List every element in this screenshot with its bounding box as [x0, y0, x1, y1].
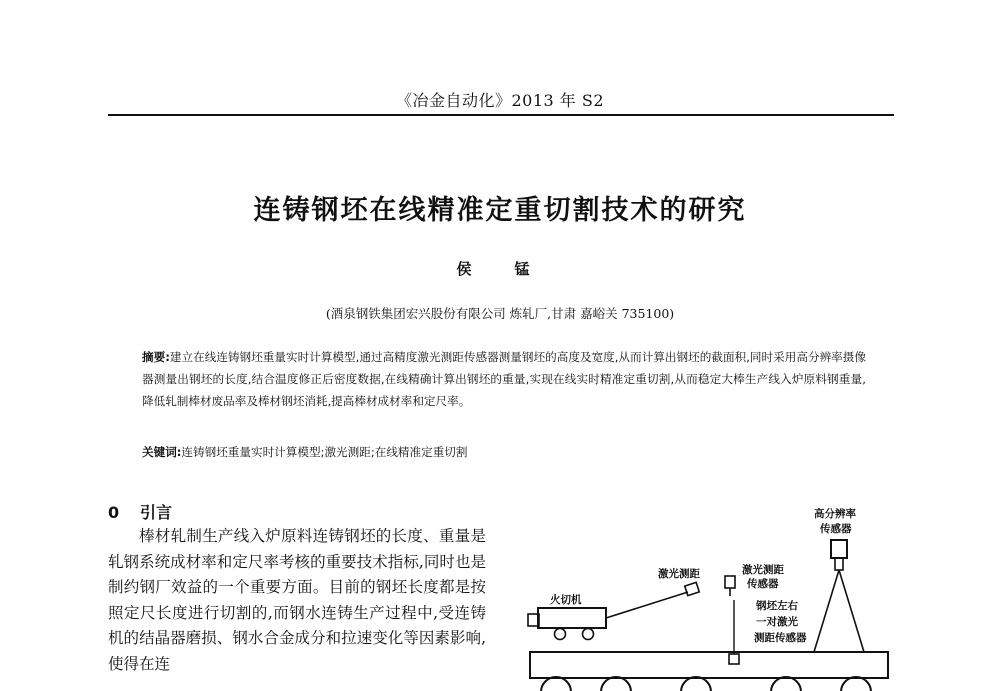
header-rule: [108, 114, 894, 116]
tripod-leg: [839, 570, 864, 652]
torch-cutter-wheel: [583, 629, 594, 640]
label-pair-sensor-2: 一对激光: [756, 616, 798, 628]
abstract-text: 建立在线连铸钢坯重量实时计算模型,通过高精度激光测距传感器测量钢坯的高度及宽度,从而计算出钢坯的截面积,同时采用高分辨率摄像器测量出钢坯的长度,结合温度修正后密度数据,在线精确计算出钢坯的重量,实现在线实时精准定重切割,从而稳定大棒生产线入炉原料钢重量,降低轧制棒材废品率及棒材钢坯消耗,提高棒材成材率和定尺率。: [142, 350, 866, 409]
roller-wheel: [541, 677, 571, 691]
paper-author: 侯 锰: [456, 260, 544, 278]
laser-rangefinder-head: [685, 582, 700, 595]
label-high-res-sensor-2: 传感器: [820, 523, 852, 535]
abstract-label: 摘要:: [142, 350, 170, 364]
label-laser-sensor-2: 传感器: [747, 578, 779, 590]
keywords-label: 关键词:: [142, 445, 182, 459]
label-high-res-sensor-1: 高分辨率: [814, 508, 856, 520]
high-res-sensor-mount: [835, 558, 843, 570]
equipment-diagram: [500, 496, 900, 691]
keywords: [142, 441, 866, 463]
torch-cutter-body: [538, 608, 606, 628]
laser-sensor-box: [725, 576, 735, 588]
tripod-leg: [814, 570, 839, 652]
torch-cutter-wheel: [555, 629, 566, 640]
conveyor-table: [530, 652, 888, 678]
section-heading: [108, 500, 172, 523]
roller-wheel: [841, 677, 871, 691]
roller-wheel: [681, 677, 711, 691]
paper-title: 连铸钢坯在线精准定重切割技术的研究: [253, 195, 747, 226]
roller-wheel: [601, 677, 631, 691]
roller-wheel: [771, 677, 801, 691]
high-res-sensor-box: [831, 540, 847, 558]
label-pair-sensor-1: 钢坯左右: [756, 600, 798, 612]
body-paragraph: 棒材轧制生产线入炉原料连铸钢坯的长度、重量是轧钢系统成材率和定尺率考核的重要技术指标,同时也是制约钢厂效益的一个重要方面。目前的钢坯长度都是按照定尺长度进行切割的,而钢水连铸生产过程中,受连铸机的结晶器磨损、钢水合金成分和拉速变化等因素影响,使得在连: [108, 527, 486, 673]
pair-sensor-box: [729, 654, 739, 664]
laser-beam: [606, 592, 688, 618]
label-pair-sensor-3: 测距传感器: [754, 632, 807, 644]
label-torch-cutter: 火切机: [550, 594, 582, 606]
paper-affiliation: (酒泉钢铁集团宏兴股份有限公司 炼轧厂,甘肃 嘉峪关 735100): [325, 306, 675, 321]
label-laser-sensor-1: 激光测距: [742, 564, 784, 576]
running-header: 《冶金自动化》2013 年 S2: [395, 91, 605, 110]
keywords-text: 连铸钢坯重量实时计算模型;激光测距;在线精准定重切割: [181, 445, 468, 459]
abstract: [142, 346, 866, 413]
section-title: 引言: [140, 503, 173, 522]
label-laser-rangefinder: 激光测距: [658, 568, 700, 580]
section-number: 0: [108, 503, 120, 522]
